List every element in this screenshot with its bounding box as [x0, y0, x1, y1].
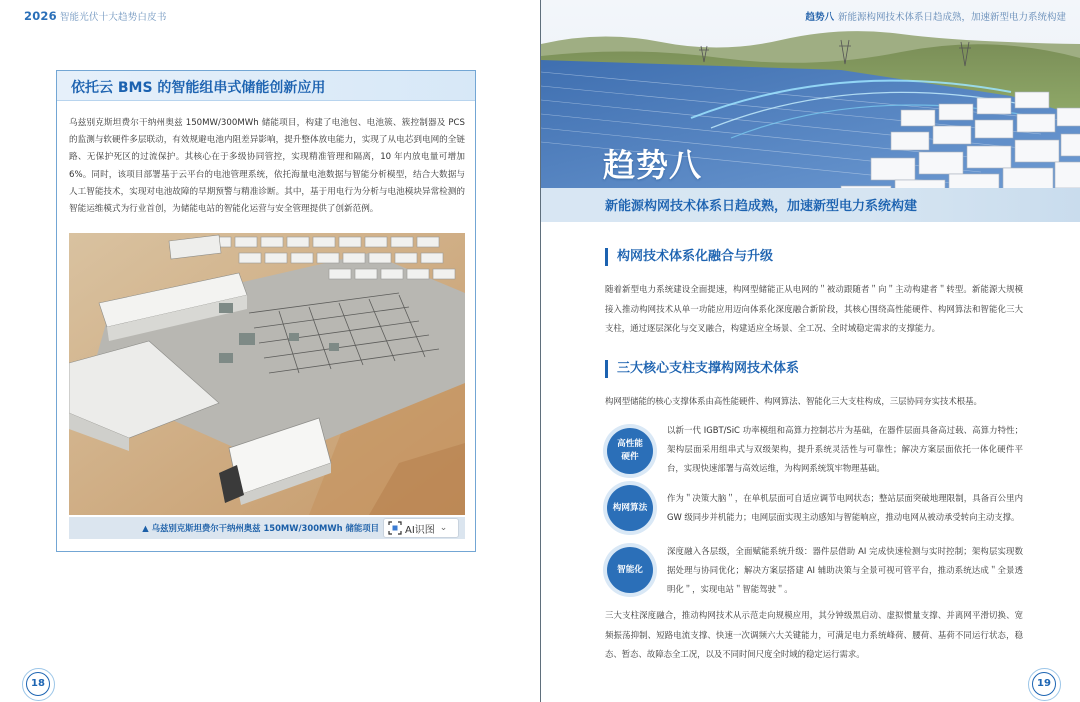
- section2-closing: 三大支柱深度融合，推动构网技术从示范走向规模应用，其分钟级黑启动、虚拟惯量支撑、并离网平滑切换、宽频振荡抑制、短路电流支撑、快速一次调频六大关键能力，可满足电力系统峰荷、腰荷、基荷不同运行状态，稳态、暂态、故障态全工况，以及不同时间尺度全时域的稳定运行需求。: [605, 610, 1023, 659]
- running-head-year: 2026: [24, 9, 57, 23]
- photo-caption-bar: [69, 517, 465, 539]
- pillar-badge-algorithm-label: 构网算法: [612, 502, 648, 513]
- ai-scan-icon: [388, 521, 402, 535]
- page-number-right: 19: [1032, 672, 1056, 696]
- case-study-header: [57, 71, 475, 101]
- section2-intro: 构网型储能的核心支撑体系由高性能硬件、构网算法、智能化三大支柱构成，三层协同夯实技术根基。: [605, 396, 982, 406]
- substation-aerial-image: [69, 233, 465, 515]
- pillar-text-algorithm: 作为＂决策大脑＂，在单机层面可自适应调节电网状态；整站层面突破地理限制，具备百公里内 GW 级同步并机能力；电网层面实现主动感知与智能响应，推动电网从被动承受转向主动支撑。: [667, 493, 1023, 522]
- hero-trend-title: 趋势八: [603, 146, 703, 184]
- pillar-badge-intelligence: [607, 547, 653, 593]
- photo-caption: ▲ 乌兹别克斯坦费尔干纳州奥兹 150MW/300MWh 储能项目: [142, 523, 379, 533]
- running-head-trend: 趋势八: [805, 12, 834, 23]
- pillar-badge-intelligence-label: 智能化: [617, 564, 643, 575]
- pillar-badge-hardware-line2: 硬件: [621, 452, 639, 462]
- section1-body: 随着新型电力系统建设全面提速，构网型储能正从电网的＂被动跟随者＂向＂主动构建者＂转型。新能源大规模接入推动构网技术从单一功能应用迈向体系化深度融合新阶段，其核心围绕高性能硬件、构网算法和智能化三大支柱，通过逐层深化与交叉融合，构建适应全场景、全工况、全时域稳定需求的支撑能力。: [605, 284, 1023, 333]
- substation-photo: [69, 233, 465, 515]
- ai-button-label: AI识图: [405, 524, 435, 536]
- hero-subtitle: 新能源构网技术体系日趋成熟，加速新型电力系统构建: [605, 199, 918, 214]
- running-head-right: [805, 9, 1066, 23]
- case-study-box: [56, 70, 476, 552]
- hero-banner: [541, 0, 1080, 222]
- pillar-badge-hardware: [607, 428, 653, 474]
- hero-subtitle-band: [541, 188, 1080, 222]
- pillar-badge-hardware-line1: 高性能: [617, 439, 643, 449]
- section1-heading: 构网技术体系化融合与升级: [605, 248, 773, 266]
- pillar-text-intelligence: 深度融入各层级，全面赋能系统升级：器件层借助 AI 完成快速检测与实时控制；架构层实现数据处理与协同优化；解决方案层搭建 AI 辅助决策与全景可视可管平台，推动系统达成＂全景透明化＂，实现电站＂智能驾驶＂。: [667, 546, 1023, 594]
- running-head-subtitle: 新能源构网技术体系日趋成熟，加速新型电力系统构建: [837, 12, 1066, 23]
- ai-image-recognition-button[interactable]: [383, 518, 459, 538]
- running-head-left: [24, 9, 167, 23]
- section2-heading: 三大核心支柱支撑构网技术体系: [605, 360, 799, 378]
- pillar-text-hardware: 以新一代 IGBT/SiC 功率模组和高算力控制芯片为基础，在器件层面具备高过载、高算力特性；架构层面采用组串式与双级架构，提升系统灵活性与可靠性；解决方案层面依托一体化硬件平台，实现快速部署与高效运维，为构网系统筑牢物理基础。: [667, 425, 1023, 473]
- case-study-body: 乌兹别克斯坦费尔干纳州奥兹 150MW/300MWh 储能项目，构建了电池包、电池簇、簇控制器及 PCS 的监测与软硬件多层联动，有效规避电池内阻差异影响，提升整体放电能力，实现了从电芯到电网的全链路、无保护死区的过流保护。其核心在于多级协同管控，实现精准管理和隔离，10 年内放电量可增加 6%。同时，该项目部署基于云平台的电池管理系统，依托海量电池数据与智能分析模型，结合大数据与人工智能技术，实现对电池故障的早期预警与精准诊断。其中，基于用电行为分析与电池模块异常检测的智能运维模式为行业首创，为储能电站的智能化运营与安全管理提供了创新范例。: [69, 118, 465, 215]
- chevron-down-icon: ⌄: [439, 523, 448, 533]
- running-head-title: 智能光伏十大趋势白皮书: [59, 12, 167, 23]
- pillar-badge-algorithm: [607, 485, 653, 531]
- page-right: [541, 0, 1080, 702]
- page-number-left: 18: [26, 672, 50, 696]
- case-study-title: 依托云 BMS 的智能组串式储能创新应用: [71, 80, 326, 96]
